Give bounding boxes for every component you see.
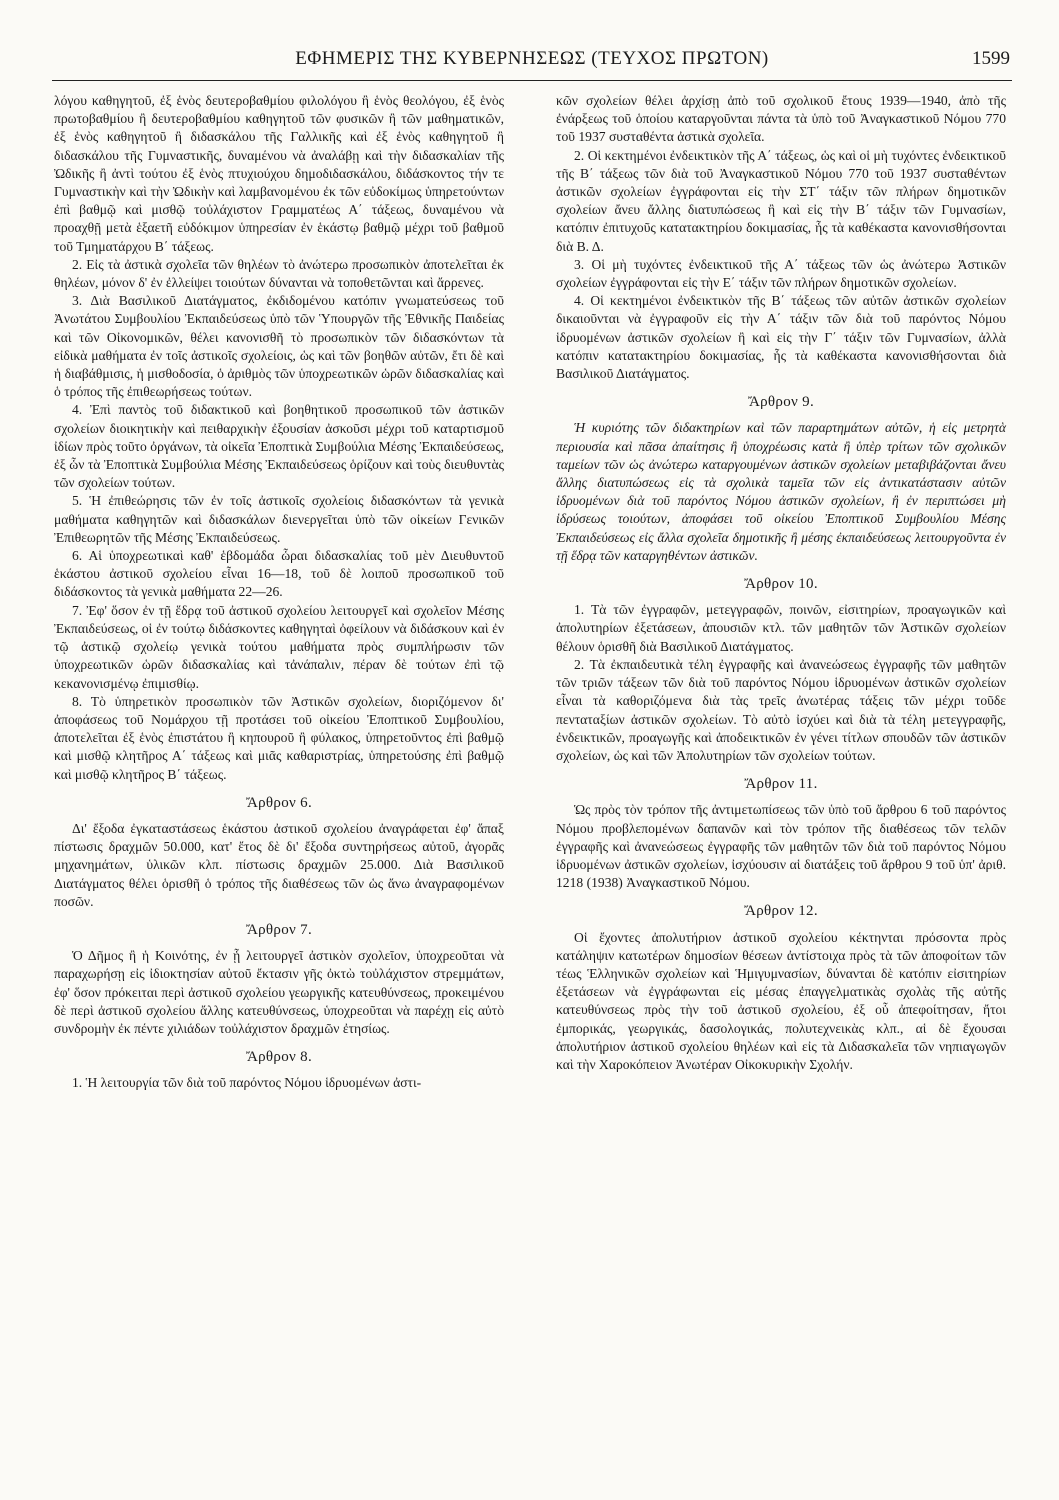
- paragraph: 3. Οἱ μὴ τυχόντες ἐνδεικτικοῦ τῆς Α΄ τάξεως τῶν ὡς ἀνώτερω Ἀστικῶν σχολείων ἐγγράφονται εἰς τὴν Ε΄ τάξιν τῶν πλήρων δημοτικῶν σχολείων.: [556, 256, 1006, 291]
- article-9-text: Ἡ κυριότης τῶν διδακτηρίων καὶ τῶν παραρτημάτων αὐτῶν, ἡ εἰς μετρητὰ περιουσία καὶ πᾶσα ἀπαίτησις ἢ ὑποχρέωσις κατὰ ἢ ὑπὲρ τρίτων τῶν σχολικῶν ταμείων τῶν ὡς ἀνώτερω καταργουμένων ἀστικῶν σχολείων μεταβιβάζονται ἄνευ ἄλλης διατυπώσεως εἰς τὰ σχολικὰ ταμεῖα τῶν εἰς ἀντικατάστασιν αὐτῶν ἱδρυομένων διὰ τοῦ παρόντος Νόμου ἀστικῶν σχολείων, ἢ ἐν περιπτώσει μὴ ἱδρύσεως τοιούτων, ἀποφάσει τοῦ οἰκείου Ἐποπτικοῦ Συμβουλίου Μέσης Ἐκπαιδεύσεως εἰς ἄλλα σχολεῖα δημοτικῆς ἢ μέσης ἐκπαιδεύσεως λειτουργοῦντα ἐν τῇ ἕδρᾳ τῶν καταργηθέντων ἀστικῶν.: [556, 420, 1006, 563]
- article-11-heading: Ἄρθρον 11.: [744, 776, 818, 793]
- article-7-text: Ὁ Δῆμος ἢ ἡ Κοινότης, ἐν ᾗ λειτουργεῖ ἀστικὸν σχολεῖον, ὑποχρεοῦται νὰ παραχωρήσῃ εἰς ἰδιοκτησίαν αὐτοῦ ἔκτασιν γῆς ὀκτὼ τοὐλάχιστον στρεμμάτων, ἐφ' ὅσον πρόκειται περὶ ἀστικοῦ σχολείου γεωργικῆς κατευθύνσεως, προκειμένου δὲ περὶ ἀστικοῦ σχολείου ἄλλης κατευθύνσεως, ὑποχρεοῦται νὰ παρέχῃ εἰς αὐτὸ συνδρομὴν ἐκ πέντε χιλιάδων τοὐλάχιστον δραχμῶν ἐτησίως.: [54, 948, 504, 1036]
- paragraph: 4. Ἐπὶ παντὸς τοῦ διδακτικοῦ καὶ βοηθητικοῦ προσωπικοῦ τῶν ἀστικῶν σχολείων διοικητικὴν καὶ πειθαρχικὴν ἐξουσίαν ἀσκοῦσι μέχρι τοῦ καταρτισμοῦ ἰδίων πρὸς τοῦτο ὀργάνων, τὰ οἰκεῖα Ἐποπτικὰ Συμβούλια Μέσης Ἐκπαιδεύσεως, ἐξ ὧν τὰ Ἐποπτικὰ Συμβούλια Μέσης Ἐκπαιδεύσεως ὁρίζουν καὶ τοὺς διευθυντὰς τῶν σχολείων τούτων.: [54, 402, 504, 491]
- article-6-heading: Ἄρθρον 6.: [245, 794, 312, 811]
- article-12-text: Οἱ ἔχοντες ἀπολυτήριον ἀστικοῦ σχολείου κέκτηνται πρόσοντα πρὸς κατάληψιν κατωτέρων δημοσίων θέσεων ἀντίστοιχα πρὸς τὰ τῶν ἀποφοίτων τῶν τέως Ἑλληνικῶν σχολείων καὶ Ἡμιγυμνασίων, δύνανται δὲ κατόπιν εἰσιτηρίων ἐξετάσεων νὰ ἐγγράφωνται εἰς μέσας ἐπαγγελματικὰς σχολὰς τῆς αὐτῆς κατευθύνσεως πρὸς τὴν τοῦ ἀστικοῦ σχολείου, ἐξ οὗ ἀπεφοίτησαν, ἤτοι ἐμπορικάς, γεωργικάς, δασολογικάς, πολυτεχνεικὰς κλπ., αἱ δὲ ἔχουσαι ἀπολυτήριον ἀστικοῦ σχολείου θηλέων καὶ εἰς τὰ Διδασκαλεῖα τῶν νηπιαγωγῶν καὶ τὴν Χαροκόπειον Ἀνωτέραν Οἰκοκυρικὴν Σχολήν.: [556, 929, 1006, 1072]
- article-11-text: Ὡς πρὸς τὸν τρόπον τῆς ἀντιμετωπίσεως τῶν ὑπὸ τοῦ ἄρθρου 6 τοῦ παρόντος Νόμου προβλεπομένων δαπανῶν καὶ τὸν τρόπον τῆς διαθέσεως τῶν τελῶν ἐγγραφῆς καὶ ἀνανεώσεως ἐγγραφῆς τῶν μαθητῶν τῶν διὰ τοῦ παρόντος Νόμου ἱδρυομένων ἀστικῶν σχολείων, ἰσχύουσιν αἱ διατάξεις τοῦ ἄρθρου 9 τοῦ ὑπ' ἀριθ. 1218 (1938) Ἀναγκαστικοῦ Νόμου.: [556, 802, 1006, 891]
- article-8-heading: Ἄρθρον 8.: [245, 1049, 312, 1066]
- paragraph: 2. Εἰς τὰ ἀστικὰ σχολεῖα τῶν θηλέων τὸ ἀνώτερω προσωπικὸν ἀποτελεῖται ἐκ θηλέων, μόνον δ' ἐν ἐλλείψει τοιούτων δύνανται νὰ τοποθετῶνται καὶ ἄρρενες.: [54, 256, 504, 291]
- paragraph: 4. Οἱ κεκτημένοι ἐνδεικτικὸν τῆς Β΄ τάξεως τῶν αὐτῶν ἀστικῶν σχολείων δικαιοῦνται νὰ ἐγγραφοῦν εἰς τὴν Α΄ τάξιν τῶν διὰ τοῦ παρόντος Νόμου ἱδρυομένων ἀστικῶν σχολείων ἢ καὶ εἰς τὴν Γ΄ τάξιν τῶν Γυμνασίων, ἀλλὰ κατόπιν κατατακτηρίου δοκιμασίας, ἧς τὰ καθέκαστα κανονισθήσονται διὰ Βασιλικοῦ Διατάγματος.: [556, 293, 1006, 382]
- article-12-heading: Ἄρθρον 12.: [744, 903, 818, 920]
- article-10-paragraph-1: 1. Τὰ τῶν ἐγγραφῶν, μετεγγραφῶν, ποινῶν, εἰσιτηρίων, προαγωγικῶν καὶ ἀπολυτηρίων ἐξετάσεων, ἀπουσιῶν κτλ. τῶν μαθητῶν τῶν Ἀστικῶν σχολείων θέλουν ὁρισθῆ διὰ Βασιλικοῦ Διατάγματος.: [556, 602, 1006, 654]
- paragraph: 7. Ἐφ' ὅσον ἐν τῇ ἕδρᾳ τοῦ ἀστικοῦ σχολείου λειτουργεῖ καὶ σχολεῖον Μέσης Ἐκπαιδεύσεως, οἱ ἐν τούτῳ διδάσκοντες καθηγηταὶ ὀφείλουν νὰ διδάσκουν καὶ ἐν τῷ ἀστικῷ σχολείῳ γενικὰ τούτου μαθήματα πρὸς συμπλήρωσιν τῶν ὑποχρεωτικῶν ὡρῶν διδασκαλίας καὶ τἀνάπαλιν, πέραν δὲ τούτων ἐπὶ τῷ κεκανονισμένῳ ἐπιμισθίῳ.: [54, 602, 504, 691]
- article-10-paragraph-2: 2. Τὰ ἐκπαιδευτικὰ τέλη ἐγγραφῆς καὶ ἀνανεώσεως ἐγγραφῆς τῶν μαθητῶν τῶν τριῶν τάξεων τῶν διὰ τοῦ παρόντος Νόμου ἱδρυομένων ἀστικῶν σχολείων εἶναι τὰ καθοριζόμενα διὰ τὰς τρεῖς ἀνωτέρας τάξεις τῶν μέχρι τοῦδε πενταταξίων ἀστικῶν σχολείων. Τὸ αὐτὸ ἰσχύει καὶ διὰ τὰ τέλη μετεγγραφῆς, ἐνδεικτικῶν, προαγωγῆς καὶ ἀποδεικτικῶν ἐν γένει τίτλων σπουδῶν τῶν ἀστικῶν σχολείων, ὡς καὶ τῶν Ἀπολυτηρίων τῶν σχολείων τούτων.: [556, 656, 1006, 763]
- left-column: [54, 92, 504, 1093]
- article-9-heading: Ἄρθρον 9.: [747, 394, 814, 411]
- page-number: 1599: [972, 48, 1010, 69]
- article-7-heading: Ἄρθρον 7.: [245, 921, 312, 938]
- paragraph: κῶν σχολείων θέλει ἀρχίσῃ ἀπὸ τοῦ σχολικοῦ ἔτους 1939—1940, ἀπὸ τῆς ἐνάρξεως τοῦ ὁποίου καταργοῦνται πάντα τὰ ὑπὸ τοῦ Ἀναγκαστικοῦ Νόμου 770 τοῦ 1937 συσταθέντα ἀστικὰ σχολεῖα.: [556, 93, 1006, 145]
- paragraph: λόγου καθηγητοῦ, ἐξ ἑνὸς δευτεροβαθμίου φιλολόγου ἢ ἑνὸς θεολόγου, ἐξ ἑνὸς πρωτοβαθμίου ἢ δευτεροβαθμίου καθηγητοῦ τῶν φυσικῶν ἢ τῶν μαθηματικῶν, ἐξ ἑνὸς καθηγητοῦ ἢ διδασκάλου τῆς Γαλλικῆς καὶ ἐξ ἑνὸς καθηγητοῦ ἢ διδασκάλου τῆς Γυμναστικῆς, δυναμένου νὰ ἀναλάβῃ καὶ τὴν διδασκαλίαν τῆς Ὠδικῆς ἢ ἀντὶ τούτου ἐξ ἑνὸς πτυχιούχου δημοδιδασκάλου, διδάσκοντος τήν τε Γυμναστικὴν καὶ τὴν Ὠδικὴν καὶ λαμβανομένου ἐκ τῶν εὐδοκίμως ὑπηρετούντων ἐπὶ βαθμῷ καὶ μισθῷ τοὐλάχιστον Γραμματέως Α΄ τάξεως, δυναμένου νὰ προαχθῇ μετὰ ἑξαετῆ εὐδόκιμον ὑπηρεσίαν ἐν ἑκάστῳ βαθμῷ μέχρι τοῦ βαθμοῦ τοῦ Τμηματάρχου Β΄ τάξεως.: [54, 93, 504, 254]
- page-header: [52, 44, 1012, 76]
- article-8-text: 1. Ἡ λειτουργία τῶν διὰ τοῦ παρόντος Νόμου ἱδρυομένων ἀστι-: [72, 1075, 422, 1091]
- paragraph: 2. Οἱ κεκτημένοι ἐνδεικτικὸν τῆς Α΄ τάξεως, ὡς καὶ οἱ μὴ τυχόντες ἐνδεικτικοῦ τῆς Β΄ τάξεως τῶν διὰ τοῦ Ἀναγκαστικοῦ Νόμου 770 τοῦ 1937 συσταθέντων ἀστικῶν σχολείων ἐγγράφονται εἰς τὴν ΣΤ΄ τάξιν τῶν πλήρων δημοτικῶν σχολείων ἄνευ ἄλλης διατυπώσεως ἢ καὶ εἰς τὴν Β΄ τάξιν τῶν Γυμνασίων, κατόπιν ἐπιτυχοῦς κατατακτηρίου δοκιμασίας, ἧς τὰ καθέκαστα κανονισθήσονται διὰ Β. Δ.: [556, 147, 1006, 254]
- article-10-heading: Ἄρθρον 10.: [744, 576, 818, 593]
- gazette-title: ΕΦΗΜΕΡΙΣ ΤΗΣ ΚΥΒΕΡΝΗΣΕΩΣ (ΤΕΥΧΟΣ ΠΡΩΤΟΝ): [295, 48, 769, 69]
- right-column: [556, 92, 1006, 1074]
- paragraph: 6. Αἱ ὑποχρεωτικαὶ καθ' ἑβδομάδα ὧραι διδασκαλίας τοῦ μὲν Διευθυντοῦ ἑκάστου ἀστικοῦ σχολείου εἶναι 16—18, τοῦ δὲ λοιποῦ προσωπικοῦ τοῦ διδάσκοντος τὰ γενικὰ μαθήματα 22—26.: [54, 548, 504, 600]
- header-rule: [52, 80, 1012, 81]
- paragraph: 5. Ἡ ἐπιθεώρησις τῶν ἐν τοῖς ἀστικοῖς σχολείοις διδασκόντων τὰ γενικὰ μαθήματα καθηγητῶν καὶ διδασκάλων διενεργεῖται ὑπὸ τῶν οἰκείων Γενικῶν Ἐπιθεωρητῶν τῆς Μέσης Ἐκπαιδεύσεως.: [54, 493, 504, 545]
- paragraph: 3. Διὰ Βασιλικοῦ Διατάγματος, ἐκδιδομένου κατόπιν γνωματεύσεως τοῦ Ἀνωτάτου Συμβουλίου Ἐκπαιδεύσεως ὑπὸ τῶν Ὑπουργῶν τῆς Ἐθνικῆς Παιδείας καὶ τῶν Οἰκονομικῶν, θέλει κανονισθῆ τὸ προσωπικὸν τῶν διδασκόντων τὰ εἰδικὰ μαθήματα ἐν τοῖς ἀστικοῖς σχολείοις, ὡς καὶ τῶν βοηθῶν αὐτῶν, ἔτι δὲ καὶ ἡ διαβάθμισις, ἡ μισθοδοσία, ὁ ἀριθμὸς τῶν ὑποχρεωτικῶν ὡρῶν διδασκαλίας καὶ ὁ τρόπος τῆς ἐπιθεωρήσεως τούτων.: [54, 293, 504, 400]
- article-6-text: Δι' ἔξοδα ἐγκαταστάσεως ἑκάστου ἀστικοῦ σχολείου ἀναγράφεται ἐφ' ἅπαξ πίστωσις δραχμῶν 50.000, κατ' ἔτος δὲ δι' ἔξοδα συντηρήσεως αὐτοῦ, ἀγορᾶς μηχανημάτων, ὑλικῶν κλπ. πίστωσις δραχμῶν 25.000. Διὰ Βασιλικοῦ Διατάγματος θέλει ὁρισθῆ ὁ τρόπος τῆς διαθέσεως τῶν ὡς ἄνω ἀναγραφομένων ποσῶν.: [54, 820, 504, 909]
- paragraph: 8. Τὸ ὑπηρετικὸν προσωπικὸν τῶν Ἀστικῶν σχολείων, διοριζόμενον δι' ἀποφάσεως τοῦ Νομάρχου τῇ προτάσει τοῦ οἰκείου Ἐποπτικοῦ Συμβουλίου, ἀποτελεῖται ἐξ ἑνὸς ἐπιστάτου ἢ κηπουροῦ ἢ φύλακος, ὑπηρετοῦντος ἐπὶ βαθμῷ καὶ μισθῷ κλητῆρος Α΄ τάξεως καὶ μιᾶς καθαριστρίας, ὑπηρετούσης ἐπὶ βαθμῷ καὶ μισθῷ κλητῆρος Β΄ τάξεως.: [54, 693, 504, 782]
